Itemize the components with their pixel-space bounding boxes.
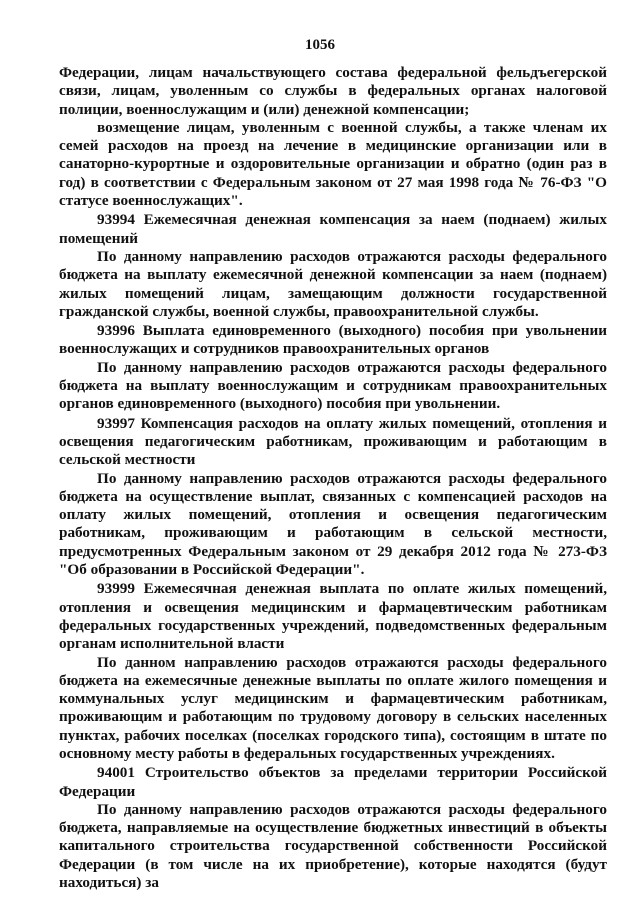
page-number: 1056	[305, 37, 335, 53]
paragraph-continuation: Федерации, лицам начальствующего состава федеральной фельдъегерской связи, лицам, уволенным со службы в федеральных органах налоговой полиции, военнослужащим и (или) денежной компенсации;	[59, 64, 607, 118]
section-heading-93997: 93997 Компенсация расходов на оплату жилых помещений, отопления и освещения педагогическим работникам, проживающим и работающим в сельской местности	[59, 414, 607, 469]
section-heading-94001: 94001 Строительство объектов за пределами территории Российской Федерации	[59, 764, 607, 800]
paragraph: По данному направлению расходов отражаются расходы федерального бюджета, направляемые на осуществление бюджетных инвестиций в объекты капитального строительства государственной собственности Российской Федерации (в том числе на их приобретение), которые находятся (будут находиться) за	[59, 800, 607, 892]
section-heading-93996: 93996 Выплата единовременного (выходного) пособия при увольнении военнослужащих и сотрудников правоохранительных органов	[59, 322, 607, 358]
paragraph: возмещение лицам, уволенным с военной службы, а также членам их семей расходов на проезд на лечение в медицинские организации или в санаторно-курортные и оздоровительные организации и обратно (один раз в год) в соответствии с Федеральным законом от 27 мая 1998 года № 76-ФЗ "О статусе военнослужащих".	[59, 118, 607, 210]
paragraph: По данном направлению расходов отражаются расходы федерального бюджета на ежемесячные денежные выплаты по оплате жилого помещения и коммунальных услуг медицинским и фармацевтическим работникам, проживающим и работающим по трудовому договору в сельских населенных пунктах, рабочих поселках (поселках городского типа), состоящим в штате по основному месту работы в федеральных государственных учреждениях.	[59, 653, 607, 762]
document-body	[59, 64, 607, 892]
section-heading-93999: 93999 Ежемесячная денежная выплата по оплате жилых помещений, отопления и освещения медицинским и фармацевтическим работникам федеральных государственных учреждений, подведомственных федеральным органам исполнительной власти	[59, 580, 607, 653]
section-heading-93994: 93994 Ежемесячная денежная компенсация за наем (поднаем) жилых помещений	[59, 211, 607, 247]
paragraph: По данному направлению расходов отражаются расходы федерального бюджета на осуществление выплат, связанных с компенсацией расходов на оплату жилых помещений, отопления и освещения педагогическим работникам, проживающим и работающим в сельской местности, предусмотренных Федеральным законом от 29 декабря 2012 года № 273-ФЗ "Об образовании в Российской Федерации".	[59, 469, 607, 579]
paragraph: По данному направлению расходов отражаются расходы федерального бюджета на выплату ежемесячной денежной компенсации за наем (поднаем) жилых помещений лицам, замещающим должности государственной гражданской службы, военной службы, правоохранительной службы.	[59, 247, 607, 320]
paragraph: По данному направлению расходов отражаются расходы федерального бюджета на выплату военнослужащим и сотрудникам правоохранительных органов единовременного (выходного) пособия при увольнении.	[59, 358, 607, 413]
